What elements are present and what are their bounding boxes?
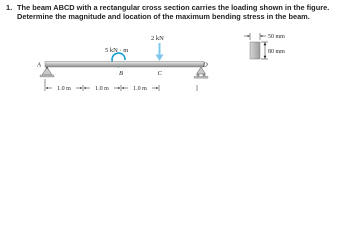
- force-label: 2 kN: [151, 35, 164, 42]
- point-c-label: C: [157, 70, 162, 77]
- problem-line-2: Determine the magnitude and location of the maximum bending stress in the beam.: [17, 12, 310, 21]
- moment-label: 5 kN · m: [105, 47, 129, 54]
- beam: [45, 62, 204, 68]
- problem-text-1: The beam ABCD with a rectangular cross section carries the loading shown in the figure.: [17, 3, 330, 12]
- section-width-label: 50 mm: [268, 34, 285, 40]
- beam-figure: [0, 0, 350, 97]
- point-d-label: D: [203, 61, 208, 69]
- roller-wheel-icon: [203, 74, 205, 76]
- span-label-bc: 1.0 m: [95, 86, 109, 92]
- roller-wheel-icon: [197, 74, 199, 76]
- force-arrow-icon: [156, 55, 164, 62]
- point-a-label: A: [37, 61, 41, 69]
- cross-section: [250, 42, 260, 59]
- ground-d: [194, 76, 208, 78]
- span-label-ab: 1.0 m: [57, 86, 71, 92]
- problem-number: 1.: [6, 3, 13, 12]
- point-b-label: B: [119, 70, 123, 77]
- dimension-arrowhead-icon: [264, 42, 267, 45]
- section-height-label: 80 mm: [268, 49, 285, 55]
- ground-a: [40, 75, 54, 77]
- span-label-cd: 1.0 m: [133, 86, 147, 92]
- pin-icon: [46, 67, 48, 69]
- dimension-arrowhead-icon: [264, 56, 267, 59]
